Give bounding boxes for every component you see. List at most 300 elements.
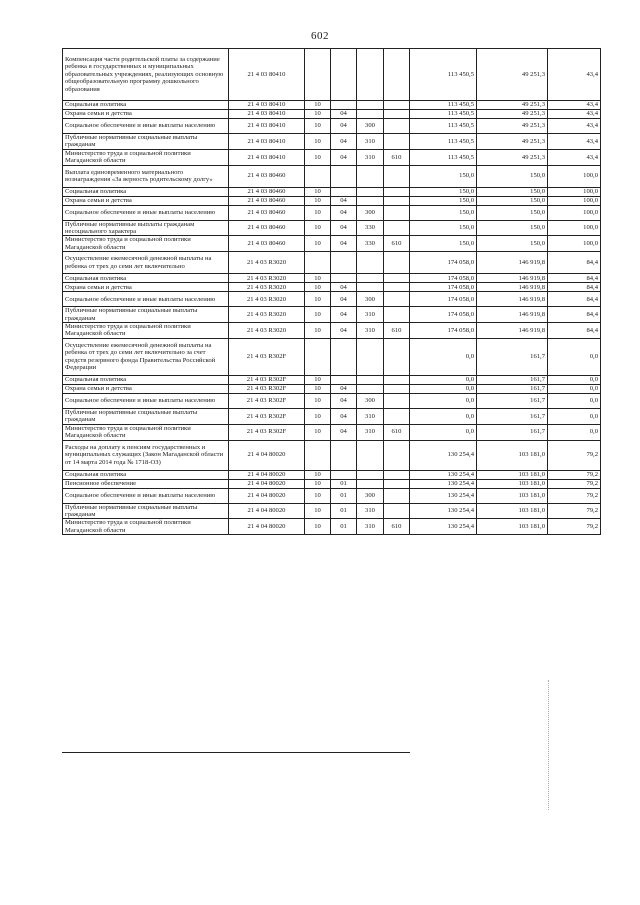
cell-kvsr: 610: [384, 519, 410, 535]
cell-rz: 10: [305, 149, 331, 165]
cell-pr: 04: [331, 384, 357, 393]
cell-name: Охрана семьи и детства: [63, 283, 229, 292]
cell-name: Министерство труда и социальной политики Магаданской области: [63, 236, 229, 252]
cell-plan: 0,0: [410, 375, 477, 384]
cell-kvsr: [384, 49, 410, 101]
cell-fact: 49 251,3: [477, 149, 548, 165]
cell-name: Социальная политика: [63, 187, 229, 196]
cell-rz: 10: [305, 384, 331, 393]
cell-name: Публичные нормативные социальные выплаты гражданам: [63, 134, 229, 150]
cell-percent: 0,0: [548, 384, 601, 393]
cell-code: 21 4 04 80020: [229, 470, 305, 479]
cell-kvsr: [384, 274, 410, 283]
cell-fact: 161,7: [477, 393, 548, 408]
cell-vr: [357, 440, 384, 470]
cell-fact: 146 919,8: [477, 292, 548, 307]
cell-plan: 174 058,0: [410, 274, 477, 283]
cell-name: Министерство труда и социальной политики Магаданской области: [63, 519, 229, 535]
cell-name: Социальное обеспечение и иные выплаты населению: [63, 488, 229, 503]
cell-percent: 84,4: [548, 283, 601, 292]
cell-code: 21 4 03 80410: [229, 149, 305, 165]
cell-percent: 79,2: [548, 488, 601, 503]
cell-vr: [357, 479, 384, 488]
table-row: [63, 252, 601, 274]
table-row: [63, 292, 601, 307]
cell-pr: 04: [331, 393, 357, 408]
cell-fact: 103 181,0: [477, 470, 548, 479]
cell-rz: 10: [305, 408, 331, 424]
cell-kvsr: [384, 196, 410, 205]
cell-code: 21 4 03 R302F: [229, 338, 305, 375]
cell-name: Компенсация части родительской платы за содержание ребенка в государственных и муниципальных образовательных учреждениях, реализующих основную общеобразовательную программу дошкольного образования: [63, 49, 229, 101]
cell-rz: [305, 338, 331, 375]
table-row: [63, 519, 601, 535]
cell-kvsr: [384, 292, 410, 307]
cell-rz: 10: [305, 488, 331, 503]
cell-pr: 04: [331, 424, 357, 440]
cell-code: 21 4 04 80020: [229, 440, 305, 470]
cell-code: 21 4 04 80020: [229, 503, 305, 519]
cell-pr: 04: [331, 307, 357, 323]
cell-plan: 113 450,5: [410, 149, 477, 165]
cell-rz: 10: [305, 470, 331, 479]
cell-plan: 174 058,0: [410, 307, 477, 323]
table-body: [63, 49, 601, 535]
cell-rz: 10: [305, 503, 331, 519]
cell-code: 21 4 03 R3020: [229, 323, 305, 339]
cell-pr: 04: [331, 292, 357, 307]
cell-plan: 150,0: [410, 187, 477, 196]
cell-kvsr: [384, 119, 410, 134]
cell-vr: 300: [357, 292, 384, 307]
cell-fact: 49 251,3: [477, 134, 548, 150]
cell-kvsr: [384, 187, 410, 196]
table-row: [63, 424, 601, 440]
cell-percent: 84,4: [548, 292, 601, 307]
cell-pr: 01: [331, 488, 357, 503]
cell-code: 21 4 04 80020: [229, 519, 305, 535]
table-row: [63, 440, 601, 470]
cell-kvsr: [384, 165, 410, 187]
cell-fact: 150,0: [477, 205, 548, 220]
cell-name: Министерство труда и социальной политики Магаданской области: [63, 323, 229, 339]
cell-kvsr: 610: [384, 323, 410, 339]
cell-vr: 310: [357, 503, 384, 519]
cell-percent: 0,0: [548, 393, 601, 408]
cell-code: 21 4 03 80460: [229, 205, 305, 220]
cell-percent: 43,4: [548, 110, 601, 119]
cell-vr: [357, 274, 384, 283]
cell-code: 21 4 03 R3020: [229, 283, 305, 292]
cell-plan: 130 254,4: [410, 479, 477, 488]
cell-vr: [357, 110, 384, 119]
cell-plan: 150,0: [410, 165, 477, 187]
cell-code: 21 4 04 80020: [229, 488, 305, 503]
cell-plan: 150,0: [410, 236, 477, 252]
cell-plan: 150,0: [410, 196, 477, 205]
cell-percent: 79,2: [548, 479, 601, 488]
cell-plan: 0,0: [410, 393, 477, 408]
cell-kvsr: [384, 101, 410, 110]
cell-name: Охрана семьи и детства: [63, 110, 229, 119]
cell-pr: 04: [331, 283, 357, 292]
cell-vr: [357, 283, 384, 292]
cell-pr: [331, 101, 357, 110]
table-row: [63, 384, 601, 393]
cell-percent: 84,4: [548, 252, 601, 274]
cell-code: 21 4 04 80020: [229, 479, 305, 488]
cell-code: 21 4 03 R3020: [229, 292, 305, 307]
cell-plan: 130 254,4: [410, 440, 477, 470]
cell-plan: 130 254,4: [410, 519, 477, 535]
cell-plan: 113 450,5: [410, 49, 477, 101]
cell-pr: 01: [331, 503, 357, 519]
cell-pr: 04: [331, 149, 357, 165]
cell-rz: 10: [305, 307, 331, 323]
cell-fact: 150,0: [477, 187, 548, 196]
cell-code: 21 4 03 80460: [229, 165, 305, 187]
cell-pr: 04: [331, 196, 357, 205]
cell-fact: 146 919,8: [477, 283, 548, 292]
cell-vr: 300: [357, 488, 384, 503]
cell-vr: [357, 101, 384, 110]
cell-name: Социальная политика: [63, 470, 229, 479]
cell-code: 21 4 03 80410: [229, 49, 305, 101]
cell-plan: 113 450,5: [410, 101, 477, 110]
cell-plan: 0,0: [410, 424, 477, 440]
cell-pr: [331, 187, 357, 196]
cell-pr: 04: [331, 220, 357, 236]
cell-vr: [357, 49, 384, 101]
cell-rz: 10: [305, 479, 331, 488]
cell-rz: 10: [305, 274, 331, 283]
cell-name: Охрана семьи и детства: [63, 196, 229, 205]
table-row: [63, 408, 601, 424]
cell-vr: [357, 338, 384, 375]
cell-rz: [305, 49, 331, 101]
cell-vr: [357, 384, 384, 393]
cell-pr: 04: [331, 408, 357, 424]
cell-kvsr: [384, 307, 410, 323]
cell-percent: 43,4: [548, 101, 601, 110]
cell-plan: 174 058,0: [410, 292, 477, 307]
cell-vr: [357, 187, 384, 196]
cell-code: 21 4 03 R3020: [229, 274, 305, 283]
cell-rz: 10: [305, 519, 331, 535]
cell-percent: 100,0: [548, 165, 601, 187]
table-row: [63, 119, 601, 134]
cell-kvsr: [384, 384, 410, 393]
cell-kvsr: 610: [384, 236, 410, 252]
cell-rz: 10: [305, 196, 331, 205]
cell-kvsr: 610: [384, 424, 410, 440]
cell-vr: 310: [357, 424, 384, 440]
cell-percent: 100,0: [548, 205, 601, 220]
cell-fact: 103 181,0: [477, 519, 548, 535]
cell-vr: 330: [357, 236, 384, 252]
cell-percent: 0,0: [548, 338, 601, 375]
cell-fact: 49 251,3: [477, 110, 548, 119]
table-row: [63, 149, 601, 165]
cell-percent: 43,4: [548, 119, 601, 134]
cell-pr: [331, 375, 357, 384]
cell-percent: 79,2: [548, 440, 601, 470]
cell-code: 21 4 03 R302F: [229, 424, 305, 440]
cell-name: Пенсионное обеспечение: [63, 479, 229, 488]
cell-percent: 0,0: [548, 424, 601, 440]
cell-kvsr: [384, 503, 410, 519]
cell-name: Публичные нормативные социальные выплаты гражданам: [63, 503, 229, 519]
cell-fact: 49 251,3: [477, 101, 548, 110]
cell-vr: [357, 470, 384, 479]
cell-percent: 43,4: [548, 49, 601, 101]
cell-vr: [357, 165, 384, 187]
cell-name: Охрана семьи и детства: [63, 384, 229, 393]
cell-fact: 150,0: [477, 236, 548, 252]
cell-name: Социальное обеспечение и иные выплаты населению: [63, 119, 229, 134]
cell-name: Социальное обеспечение и иные выплаты населению: [63, 205, 229, 220]
cell-rz: 10: [305, 187, 331, 196]
table-row: [63, 187, 601, 196]
cell-fact: 161,7: [477, 408, 548, 424]
cell-name: Расходы на доплату к пенсиям государственных и муниципальных служащих (Закон Магаданской области от 14 марта 2014 года № 1718-ОЗ): [63, 440, 229, 470]
cell-rz: 10: [305, 205, 331, 220]
cell-code: 21 4 03 80460: [229, 196, 305, 205]
cell-fact: 103 181,0: [477, 479, 548, 488]
cell-fact: 146 919,8: [477, 307, 548, 323]
cell-pr: 04: [331, 119, 357, 134]
cell-fact: 161,7: [477, 338, 548, 375]
cell-rz: 10: [305, 134, 331, 150]
cell-rz: 10: [305, 236, 331, 252]
cell-plan: 0,0: [410, 408, 477, 424]
table-row: [63, 196, 601, 205]
cell-percent: 79,2: [548, 519, 601, 535]
cell-fact: 103 181,0: [477, 440, 548, 470]
cell-fact: 150,0: [477, 196, 548, 205]
cell-percent: 43,4: [548, 134, 601, 150]
cell-pr: 04: [331, 323, 357, 339]
cell-kvsr: [384, 479, 410, 488]
cell-kvsr: [384, 375, 410, 384]
cell-percent: 100,0: [548, 220, 601, 236]
cell-name: Публичные нормативные выплаты гражданам несоциального характера: [63, 220, 229, 236]
table-row: [63, 236, 601, 252]
cell-pr: 04: [331, 110, 357, 119]
cell-rz: 10: [305, 424, 331, 440]
cell-vr: [357, 375, 384, 384]
cell-rz: 10: [305, 110, 331, 119]
table-row: [63, 220, 601, 236]
cell-percent: 100,0: [548, 196, 601, 205]
cell-vr: [357, 252, 384, 274]
cell-name: Социальная политика: [63, 375, 229, 384]
table-row: [63, 338, 601, 375]
cell-vr: 310: [357, 408, 384, 424]
cell-plan: 0,0: [410, 384, 477, 393]
cell-code: 21 4 03 80410: [229, 101, 305, 110]
cell-code: 21 4 03 R3020: [229, 252, 305, 274]
table-row: [63, 393, 601, 408]
cell-rz: [305, 165, 331, 187]
cell-code: 21 4 03 80460: [229, 220, 305, 236]
cell-code: 21 4 03 80460: [229, 236, 305, 252]
cell-pr: [331, 252, 357, 274]
cell-vr: [357, 196, 384, 205]
cell-vr: 330: [357, 220, 384, 236]
cell-percent: 79,2: [548, 470, 601, 479]
cell-pr: [331, 338, 357, 375]
cell-plan: 174 058,0: [410, 252, 477, 274]
page-number: 602: [311, 30, 329, 42]
cell-percent: 0,0: [548, 375, 601, 384]
cell-plan: 130 254,4: [410, 503, 477, 519]
cell-kvsr: [384, 470, 410, 479]
cell-name: Социальная политика: [63, 101, 229, 110]
cell-fact: 103 181,0: [477, 503, 548, 519]
cell-code: 21 4 03 80460: [229, 187, 305, 196]
table-row: [63, 479, 601, 488]
cell-vr: 310: [357, 519, 384, 535]
cell-fact: 146 919,8: [477, 252, 548, 274]
table-row: [63, 134, 601, 150]
cell-percent: 100,0: [548, 187, 601, 196]
cell-percent: 0,0: [548, 408, 601, 424]
cell-name: Социальное обеспечение и иные выплаты населению: [63, 292, 229, 307]
table-row: [63, 101, 601, 110]
cell-code: 21 4 03 R302F: [229, 375, 305, 384]
cell-code: 21 4 03 80410: [229, 119, 305, 134]
footer-divider: [62, 752, 410, 753]
cell-percent: 79,2: [548, 503, 601, 519]
cell-name: Министерство труда и социальной политики Магаданской области: [63, 424, 229, 440]
cell-code: 21 4 03 R302F: [229, 408, 305, 424]
table-row: [63, 205, 601, 220]
table-row: [63, 49, 601, 101]
table-row: [63, 470, 601, 479]
cell-name: Публичные нормативные социальные выплаты гражданам: [63, 307, 229, 323]
cell-plan: 0,0: [410, 338, 477, 375]
cell-kvsr: [384, 408, 410, 424]
cell-rz: [305, 252, 331, 274]
cell-rz: 10: [305, 119, 331, 134]
cell-vr: 300: [357, 205, 384, 220]
cell-rz: [305, 440, 331, 470]
cell-vr: 300: [357, 119, 384, 134]
cell-pr: 04: [331, 205, 357, 220]
cell-plan: 113 450,5: [410, 134, 477, 150]
cell-vr: 310: [357, 134, 384, 150]
cell-kvsr: [384, 283, 410, 292]
cell-fact: 49 251,3: [477, 49, 548, 101]
cell-pr: [331, 470, 357, 479]
cell-fact: 103 181,0: [477, 488, 548, 503]
cell-code: 21 4 03 R302F: [229, 384, 305, 393]
cell-pr: [331, 165, 357, 187]
cell-rz: 10: [305, 375, 331, 384]
cell-pr: 01: [331, 479, 357, 488]
cell-plan: 150,0: [410, 220, 477, 236]
cell-fact: 161,7: [477, 424, 548, 440]
cell-rz: 10: [305, 220, 331, 236]
cell-name: Осуществление ежемесячной денежной выплаты на ребенка от трех до семи лет включительно: [63, 252, 229, 274]
cell-fact: 150,0: [477, 220, 548, 236]
table-row: [63, 323, 601, 339]
cell-vr: 310: [357, 323, 384, 339]
cell-name: Осуществление ежемесячной денежной выплаты на ребенка от трех до семи лет включительно за счет средств резервного фонда Правительства Российской Федерации: [63, 338, 229, 375]
cell-kvsr: [384, 488, 410, 503]
table-row: [63, 283, 601, 292]
cell-name: Социальная политика: [63, 274, 229, 283]
cell-pr: 01: [331, 519, 357, 535]
cell-kvsr: [384, 393, 410, 408]
cell-code: 21 4 03 80410: [229, 134, 305, 150]
cell-name: Министерство труда и социальной политики Магаданской области: [63, 149, 229, 165]
cell-fact: 161,7: [477, 384, 548, 393]
cell-rz: 10: [305, 292, 331, 307]
cell-kvsr: [384, 220, 410, 236]
cell-percent: 43,4: [548, 149, 601, 165]
cell-plan: 113 450,5: [410, 119, 477, 134]
cell-code: 21 4 03 R3020: [229, 307, 305, 323]
cell-fact: 150,0: [477, 165, 548, 187]
cell-percent: 84,4: [548, 307, 601, 323]
cell-percent: 84,4: [548, 323, 601, 339]
cell-rz: 10: [305, 101, 331, 110]
cell-vr: 310: [357, 307, 384, 323]
cell-fact: 49 251,3: [477, 119, 548, 134]
cell-kvsr: [384, 440, 410, 470]
cell-code: 21 4 03 80410: [229, 110, 305, 119]
cell-rz: 10: [305, 283, 331, 292]
cell-pr: [331, 49, 357, 101]
budget-table: [62, 48, 601, 535]
table-row: [63, 110, 601, 119]
cell-fact: 146 919,8: [477, 274, 548, 283]
cell-kvsr: [384, 338, 410, 375]
cell-plan: 130 254,4: [410, 470, 477, 479]
cell-kvsr: [384, 205, 410, 220]
cell-vr: 310: [357, 149, 384, 165]
cell-plan: 174 058,0: [410, 323, 477, 339]
cell-kvsr: [384, 134, 410, 150]
margin-scan-mark: [548, 680, 549, 810]
cell-plan: 150,0: [410, 205, 477, 220]
table-row: [63, 165, 601, 187]
table-row: [63, 307, 601, 323]
cell-vr: 300: [357, 393, 384, 408]
table-row: [63, 375, 601, 384]
cell-kvsr: [384, 110, 410, 119]
table-row: [63, 503, 601, 519]
cell-rz: 10: [305, 393, 331, 408]
table-row: [63, 274, 601, 283]
cell-rz: 10: [305, 323, 331, 339]
table-row: [63, 488, 601, 503]
cell-fact: 146 919,8: [477, 323, 548, 339]
cell-pr: 04: [331, 134, 357, 150]
cell-pr: [331, 440, 357, 470]
cell-percent: 84,4: [548, 274, 601, 283]
cell-plan: 174 058,0: [410, 283, 477, 292]
cell-code: 21 4 03 R302F: [229, 393, 305, 408]
cell-fact: 161,7: [477, 375, 548, 384]
cell-name: Публичные нормативные социальные выплаты гражданам: [63, 408, 229, 424]
cell-pr: 04: [331, 236, 357, 252]
cell-kvsr: [384, 252, 410, 274]
cell-pr: [331, 274, 357, 283]
cell-kvsr: 610: [384, 149, 410, 165]
